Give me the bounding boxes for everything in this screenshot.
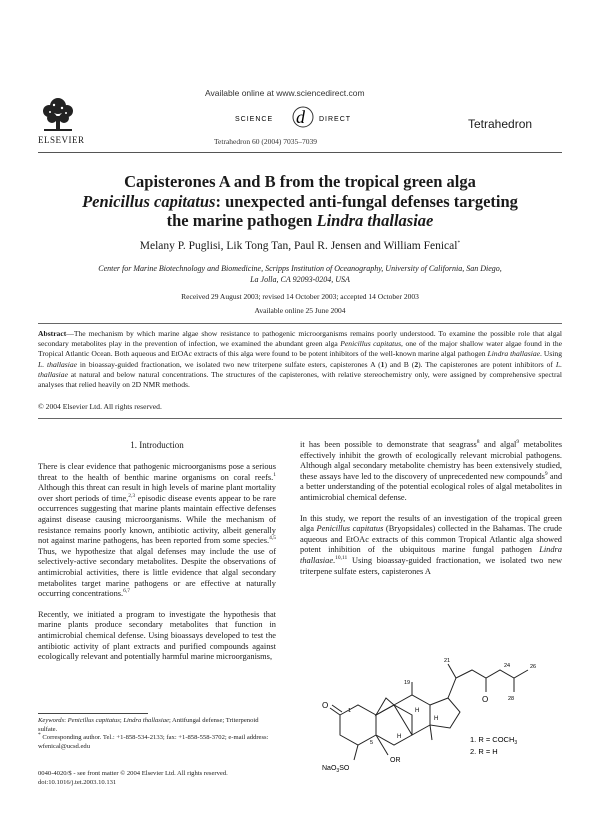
struct-legend-1 xyxy=(470,735,517,746)
title-pathogen: Lindra thallasiae xyxy=(316,211,434,230)
body-text: (Bryopsidales) collected in the Bahamas. The crude aqueous and EtOAc extracts of this common Tropical Atlantic alga showed potent inhibition of the ubiquitous marine fungal pathogen xyxy=(300,524,563,555)
available-online-line: Available online at www.sciencedirect.com xyxy=(205,88,365,98)
fn-italic: Penicillus capitatus xyxy=(67,717,120,724)
struct-legend-1-sub: 3 xyxy=(514,740,518,746)
doi-line[interactable]: doi:10.1016/j.tet.2003.10.131 xyxy=(38,778,117,786)
abstract-text: . Using xyxy=(540,349,562,359)
body-text: it has been possible to demonstrate that seagrass xyxy=(300,440,477,449)
struct-sulfate-b: SO xyxy=(339,765,350,772)
author-list xyxy=(40,240,560,252)
science-direct-logo xyxy=(233,104,373,130)
footnotes xyxy=(38,717,276,751)
received-dates: Received 29 August 2003; revised 14 October 2003; accepted 14 October 2003 xyxy=(181,292,419,301)
reference-link[interactable]: 2,3 xyxy=(128,492,136,499)
struct-num-1: 1 xyxy=(348,708,352,714)
abstract-italic: Lindra thallasiae xyxy=(487,349,541,359)
body-italic: Lindra thallasiae xyxy=(300,545,562,565)
corresponding-mark: * xyxy=(457,240,461,247)
reference-link[interactable]: 10,11 xyxy=(335,555,348,562)
reference-link[interactable]: 9 xyxy=(544,470,548,477)
struct-legend-1-a: 1. R = COCH xyxy=(470,735,515,744)
struct-h-a: H xyxy=(415,708,420,714)
paragraph xyxy=(300,440,562,504)
section-heading: 1. Introduction xyxy=(130,440,184,450)
struct-h-c: H xyxy=(434,716,439,722)
article-title xyxy=(40,172,560,231)
side-chain xyxy=(448,670,528,698)
abstract-italic: L. thallasiae xyxy=(38,359,562,379)
reference-link[interactable]: 8 xyxy=(476,439,480,446)
title-genus: Penicillus capitatus xyxy=(82,191,216,211)
body-text: . xyxy=(333,555,336,565)
corresponding-author xyxy=(38,734,276,751)
body-text: In this study, we report the results of an investigation of the tropical green alga xyxy=(300,513,562,534)
abstract-label: Abstract xyxy=(38,329,67,338)
title-line-3 xyxy=(40,211,560,231)
struct-num-21: 21 xyxy=(444,658,451,664)
side-methyl xyxy=(448,664,456,678)
journal-citation: Tetrahedron 60 (2004) 7035–7039 xyxy=(214,137,317,146)
body-italic: Penicillus capitatus xyxy=(316,524,384,534)
right-column xyxy=(300,440,562,577)
reference-link[interactable]: 1 xyxy=(273,471,276,478)
fn-text: ; xyxy=(119,717,124,724)
struct-num-26: 26 xyxy=(530,664,537,670)
online-date: Available online 25 June 2004 xyxy=(254,306,346,315)
struct-legend-2: 2. R = H xyxy=(470,747,498,756)
body-text: and algal xyxy=(479,440,517,449)
body-text: and a better understanding of the potential ecological roles of algal metabolites in antimicrobial chemical defense. xyxy=(300,471,563,502)
elsevier-tree-logo xyxy=(38,96,78,134)
reference-link[interactable]: 4,5 xyxy=(269,535,276,542)
struct-side-o: O xyxy=(482,695,489,704)
title-line-3-pre: the marine pathogen xyxy=(166,211,317,230)
keywords xyxy=(38,717,276,734)
struct-num-28: 28 xyxy=(508,696,515,702)
abstract-bottom-rule xyxy=(38,418,562,419)
body-text: Although this threat can result in high levels of marine plant mortality over short periods of time, xyxy=(38,483,276,503)
struct-h-b: H xyxy=(397,734,402,740)
abstract-top-rule xyxy=(38,323,562,324)
copyright-line: © 2004 Elsevier Ltd. All rights reserved. xyxy=(38,402,162,411)
body-text: episodic disease events appear to be rare occurrences suggesting that marine plants maintain effective defenses against disease causing microorganisms. While the mechanism of resistance remains poorly known, antibiotic activity, albeit generally not against marine pathogens, has been reported from some species. xyxy=(38,493,276,546)
ring-a xyxy=(340,705,376,745)
body-text: metabolites effectively inhibit the growth of ecologically relevant microbial pathogens. Although algal secondary metabolite chemistry has been extensively studied, these assays have led to the discovery of unprecedented new compounds xyxy=(300,440,562,481)
body-text: Using bioassay-guided fractionation, we isolated two new triterpene sulfate esters, capisterones A xyxy=(300,555,562,576)
affiliation-line-2: La Jolla, CA 92093-0204, USA xyxy=(250,274,350,284)
abstract-text: in bioassay-guided fractionation, we isolated two new triterpene sulfate esters, capisterones A ( xyxy=(77,359,381,369)
sd-right-text: DIRECT xyxy=(319,116,352,123)
paragraph-gap xyxy=(38,600,276,610)
chemical-structure xyxy=(320,620,550,780)
compound-ref: 1 xyxy=(380,359,385,369)
abstract-italic: Penicillus capitatus xyxy=(340,339,402,349)
fn-italic: Lindra thallasiae xyxy=(123,717,169,724)
methyl-c14 xyxy=(430,725,432,740)
compound-ref: 2 xyxy=(414,359,419,369)
issn-line: 0040-4020/$ - see front matter © 2004 Elsevier Ltd. All rights reserved. xyxy=(38,770,228,777)
struct-num-5: 5 xyxy=(370,740,374,746)
paragraph: Recently, we initiated a program to investigate the hypothesis that marine plants produce secondary metabolites that function in antimicrobial chemical defense. Using bioassays developed to test the antibiotic activity of plant extracts and purified compounds against ecologically relevant and potentially harmful marine microorganisms, xyxy=(38,609,276,662)
struct-sulfate-a: NaO xyxy=(322,765,337,772)
abstract-italic: L. thallasiae xyxy=(38,359,77,369)
ring-d xyxy=(430,698,460,728)
corr-text: Corresponding author. Tel.: +1-858-534-2133; fax: +1-858-558-3702; e-mail address: wfenical@ucsd.edu xyxy=(38,734,269,750)
ring-b xyxy=(376,705,412,745)
sd-at-glyph: d xyxy=(296,107,305,127)
title-line-1: Capisterones A and B from the tropical green alga xyxy=(124,172,476,191)
abstract-text: —The mechanism by which marine algae show resistance to pathogenic microorganisms remains poorly understood. To examine the possible role that algal secondary metabolites play in the prevention of infection, we examined the abundant green alga xyxy=(38,329,562,349)
fn-text: ; Antifungal defense; Triterpenoid sulfate. xyxy=(38,717,259,733)
struct-num-19: 19 xyxy=(404,680,411,686)
fn-text: : xyxy=(64,717,68,724)
struct-sulfate-sub: 3 xyxy=(336,768,340,774)
abstract-text: ) and B ( xyxy=(384,359,415,369)
abstract-text: at natural and below natural concentrations. The structures of the capisterones, with relative stereochemistry only, were assigned by comprehensive spectral analyses that relied heavily on 2D NMR methods. xyxy=(38,369,562,390)
publisher-name: ELSEVIER xyxy=(38,135,85,145)
abstract-text: ). The capisterones are potent inhibitors of xyxy=(418,359,556,369)
affiliation xyxy=(40,264,560,285)
title-line-2-rest: : unexpected anti-fungal defenses targeting xyxy=(215,191,518,211)
keywords-label: Keywords xyxy=(38,717,65,724)
footnote-rule xyxy=(38,713,148,714)
abstract xyxy=(38,329,562,390)
abstract-text: , one of the major shallow water algae found in the Tropical Atlantic Ocean. Both aqueous and EtOAc extracts of this alga were found to be potent inhibitors of the well-known marine algal pathogen xyxy=(38,339,562,359)
body-text: There is clear evidence that pathogenic microorganisms pose a serious threat to the health of benthic marine organisms on coral reefs. xyxy=(38,462,276,482)
paragraph-gap xyxy=(300,504,562,514)
header-rule xyxy=(38,152,562,153)
cyclopropane xyxy=(376,698,394,715)
paragraph xyxy=(300,514,562,578)
corr-mark: * xyxy=(38,732,41,738)
front-matter-note xyxy=(38,770,338,787)
left-column xyxy=(38,462,276,663)
affiliation-line-1: Center for Marine Biotechnology and Biomedicine, Scripps Institution of Oceanography, University of California, San Diego, xyxy=(98,264,502,273)
struct-ketone-o: O xyxy=(322,701,329,710)
title-line-2 xyxy=(40,192,560,212)
struct-num-24: 24 xyxy=(504,663,511,669)
paragraph xyxy=(38,462,276,600)
sulfate-bond xyxy=(354,745,358,760)
body-text: Thus, we hypothesize that algal defenses may include the use of selectively-active secondary metabolites. Despite the observations of antimicrobial activities, there is little evidence that algal secondary metabolites target marine pathogens or are effective at naturally occurring concentrations. xyxy=(38,546,276,599)
journal-name: Tetrahedron xyxy=(468,117,533,131)
reference-link[interactable]: 9 xyxy=(516,439,520,446)
author-names: Melany P. Puglisi, Lik Tong Tan, Paul R. Jensen and William Fenical xyxy=(139,240,458,252)
struct-or: OR xyxy=(390,757,401,764)
reference-link[interactable]: 6,7 xyxy=(123,588,130,595)
sd-left-text: SCIENCE xyxy=(235,116,274,123)
